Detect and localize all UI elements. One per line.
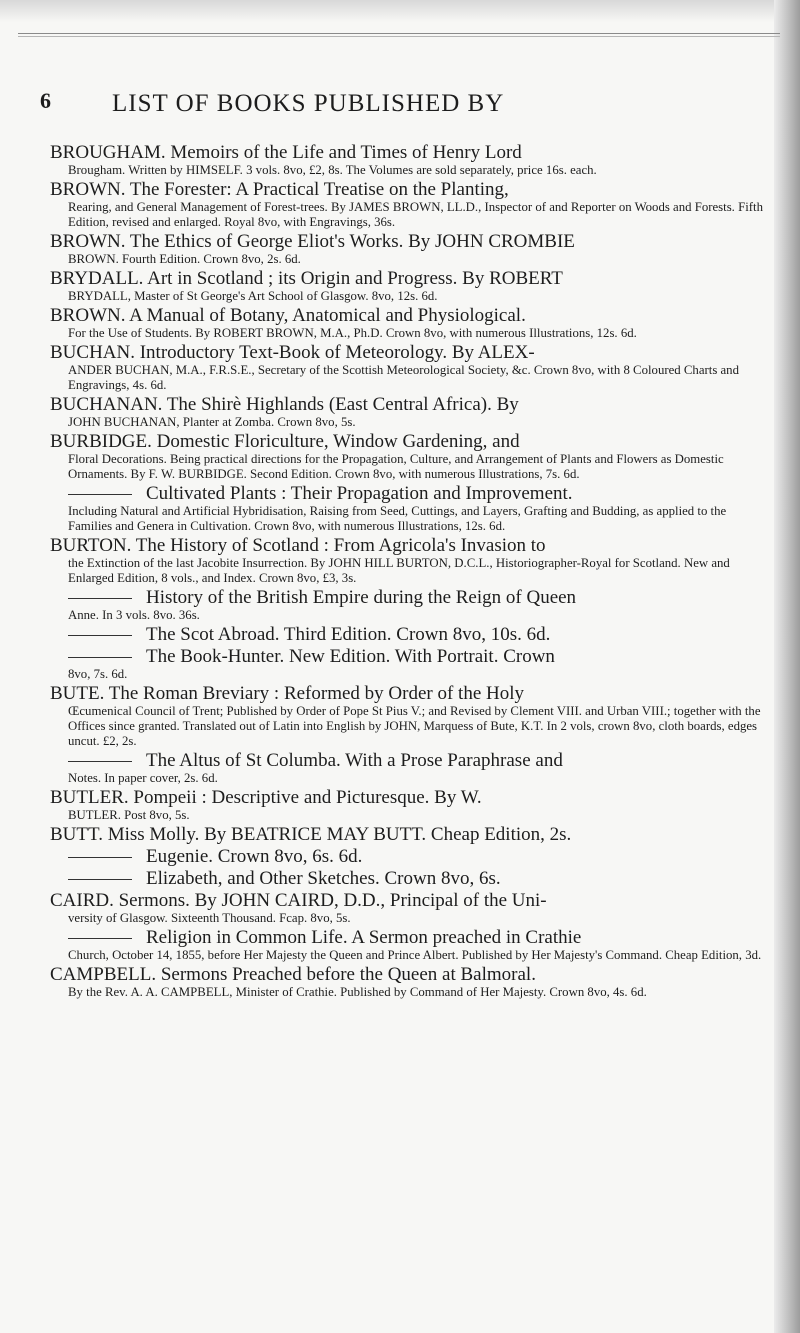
- book-entry-details: Notes. In paper cover, 2s. 6d.: [68, 771, 218, 785]
- book-entry-continuation-title: [50, 927, 770, 948]
- book-entry-details: 8vo, 7s. 6d.: [68, 667, 128, 681]
- book-entry-continuation-title: [50, 624, 770, 645]
- book-entry: [50, 750, 770, 786]
- book-entry-title: [50, 535, 770, 556]
- book-entry-heading-text: Eugenie. Crown 8vo, 6s. 6d.: [146, 846, 363, 867]
- book-entry: [50, 394, 770, 430]
- book-entry-heading-text: The Altus of St Columba. With a Prose Paraphrase and: [146, 750, 563, 771]
- book-entry-title: [50, 824, 770, 845]
- ditto-dash: [68, 879, 132, 880]
- book-entry-details: Including Natural and Artificial Hybridisation, Raising from Seed, Cuttings, and Layers, Grafting and Budding, as applied to the Families and Genera in Cultivation. Crown 8vo, with numerous Illustrations, 12s. 6d.: [68, 504, 727, 533]
- page-number: 6: [40, 88, 51, 113]
- book-entry: [50, 483, 770, 534]
- book-entry-heading-text: BUTE. The Roman Breviary : Reformed by Order of the Holy: [50, 683, 525, 704]
- top-rule: [18, 33, 780, 34]
- book-entry: [50, 846, 770, 867]
- book-list: [50, 142, 770, 1001]
- book-entry: [50, 342, 770, 393]
- book-entry-title: [50, 431, 770, 452]
- top-rule-secondary: [18, 36, 780, 37]
- book-entry-heading-text: CAMPBELL. Sermons Preached before the Queen at Balmoral.: [50, 964, 536, 985]
- book-entry-heading-text: BROWN. The Ethics of George Eliot's Works. By JOHN CROMBIE: [50, 231, 575, 252]
- book-entry: [50, 927, 770, 963]
- book-entry: [50, 268, 770, 304]
- book-entry-details: Brougham. Written by HIMSELF. 3 vols. 8vo, £2, 8s. The Volumes are sold separately, price 16s. each.: [68, 163, 597, 177]
- ditto-dash: [68, 494, 132, 495]
- book-entry-details: Œcumenical Council of Trent; Published by Order of Pope St Pius V.; and Revised by Clement VIII. and Urban VIII.; together with the Offices since granted. Translated out of Latin into English by JOHN, Marquess of Bute, K.T. In 2 vols, crown 8vo, cloth boards, edges uncut. £2, 2s.: [68, 704, 761, 748]
- book-entry: [50, 964, 770, 1000]
- book-entry-heading-text: BRYDALL. Art in Scotland ; its Origin and Progress. By ROBERT: [50, 268, 563, 289]
- book-entry-heading-text: BURBIDGE. Domestic Floriculture, Window Gardening, and: [50, 431, 520, 452]
- book-entry-heading-text: BUTT. Miss Molly. By BEATRICE MAY BUTT. Cheap Edition, 2s.: [50, 824, 572, 845]
- book-entry-title: [50, 231, 770, 252]
- book-entry-continuation-title: [50, 646, 770, 667]
- book-entry-heading-text: BROUGHAM. Memoirs of the Life and Times of Henry Lord: [50, 142, 522, 163]
- book-entry-details: By the Rev. A. A. CAMPBELL, Minister of Crathie. Published by Command of Her Majesty. Crown 8vo, 4s. 6d.: [68, 985, 647, 999]
- book-entry-heading-text: History of the British Empire during the Reign of Queen: [146, 587, 577, 608]
- ditto-dash: [68, 761, 132, 762]
- book-entry-continuation-title: [50, 483, 770, 504]
- book-entry: [50, 587, 770, 623]
- book-entry-details: BUTLER. Post 8vo, 5s.: [68, 808, 190, 822]
- book-entry: [50, 646, 770, 682]
- book-entry-details: Anne. In 3 vols. 8vo. 36s.: [68, 608, 200, 622]
- book-entry-heading-text: BUCHAN. Introductory Text-Book of Meteorology. By ALEX-: [50, 342, 535, 363]
- book-entry-details: BROWN. Fourth Edition. Crown 8vo, 2s. 6d.: [68, 252, 301, 266]
- book-entry-continuation-title: [50, 750, 770, 771]
- book-entry: [50, 231, 770, 267]
- book-entry-heading-text: The Book-Hunter. New Edition. With Portrait. Crown: [146, 646, 555, 667]
- book-entry: [50, 683, 770, 749]
- book-entry-details: Floral Decorations. Being practical directions for the Propagation, Culture, and Arrangement of Plants and Flowers as Domestic Ornaments. By F. W. BURBIDGE. Second Edition. Crown 8vo, with numerous Illustrations, 7s. 6d.: [68, 452, 724, 481]
- book-entry: [50, 305, 770, 341]
- book-entry: [50, 787, 770, 823]
- book-entry-heading-text: BUTLER. Pompeii : Descriptive and Picturesque. By W.: [50, 787, 482, 808]
- book-entry: [50, 824, 770, 845]
- book-entry-heading-text: BROWN. A Manual of Botany, Anatomical and Physiological.: [50, 305, 526, 326]
- book-entry-details: Rearing, and General Management of Forest-trees. By JAMES BROWN, LL.D., Inspector of and Reporter on Woods and Forests. Fifth Edition, revised and enlarged. Royal 8vo, with Engravings, 36s.: [68, 200, 763, 229]
- book-entry-title: [50, 964, 770, 985]
- book-entry-details: the Extinction of the last Jacobite Insurrection. By JOHN HILL BURTON, D.C.L., Historiographer-Royal for Scotland. New and Enlarged Edition, 8 vols., and Index. Crown 8vo, £3, 3s.: [68, 556, 730, 585]
- ditto-dash: [68, 657, 132, 658]
- book-entry-details: versity of Glasgow. Sixteenth Thousand. Fcap. 8vo, 5s.: [68, 911, 351, 925]
- book-entry-title: [50, 394, 770, 415]
- book-entry: [50, 868, 770, 889]
- ditto-dash: [68, 857, 132, 858]
- book-entry-continuation-title: [50, 846, 770, 867]
- book-entry-heading-text: BURTON. The History of Scotland : From Agricola's Invasion to: [50, 535, 546, 556]
- ditto-dash: [68, 598, 132, 599]
- book-entry-heading-text: BROWN. The Forester: A Practical Treatise on the Planting,: [50, 179, 509, 200]
- book-entry: [50, 624, 770, 645]
- book-entry-continuation-title: [50, 868, 770, 889]
- book-entry-heading-text: Cultivated Plants : Their Propagation and Improvement.: [146, 483, 573, 504]
- book-entry-details: ANDER BUCHAN, M.A., F.R.S.E., Secretary of the Scottish Meteorological Society, &c. Crown 8vo, with 8 Coloured Charts and Engravings, 4s. 6d.: [68, 363, 739, 392]
- book-entry-continuation-title: [50, 587, 770, 608]
- book-entry-title: [50, 683, 770, 704]
- book-entry-details: JOHN BUCHANAN, Planter at Zomba. Crown 8vo, 5s.: [68, 415, 356, 429]
- book-entry-heading-text: Religion in Common Life. A Sermon preached in Crathie: [146, 927, 582, 948]
- book-entry-title: [50, 890, 770, 911]
- book-entry: [50, 535, 770, 586]
- book-entry: [50, 431, 770, 482]
- book-entry-details: For the Use of Students. By ROBERT BROWN, M.A., Ph.D. Crown 8vo, with numerous Illustrations, 12s. 6d.: [68, 326, 637, 340]
- book-entry: [50, 890, 770, 926]
- book-entry-heading-text: CAIRD. Sermons. By JOHN CAIRD, D.D., Principal of the Uni-: [50, 890, 547, 911]
- book-entry: [50, 179, 770, 230]
- book-entry-heading-text: Elizabeth, and Other Sketches. Crown 8vo, 6s.: [146, 868, 501, 889]
- book-entry-title: [50, 305, 770, 326]
- book-entry-title: [50, 342, 770, 363]
- book-entry-heading-text: The Scot Abroad. Third Edition. Crown 8vo, 10s. 6d.: [146, 624, 551, 645]
- ditto-dash: [68, 938, 132, 939]
- book-entry-title: [50, 179, 770, 200]
- book-entry-title: [50, 142, 770, 163]
- book-entry-details: Church, October 14, 1855, before Her Majesty the Queen and Prince Albert. Published by Her Majesty's Command. Cheap Edition, 3d.: [68, 948, 762, 962]
- book-entry-title: [50, 268, 770, 289]
- book-entry-heading-text: BUCHANAN. The Shirè Highlands (East Central Africa). By: [50, 394, 519, 415]
- page-top-shadow: [0, 0, 800, 22]
- page-binding-edge: [774, 0, 800, 1333]
- book-entry: [50, 142, 770, 178]
- book-entry-details: BRYDALL, Master of St George's Art School of Glasgow. 8vo, 12s. 6d.: [68, 289, 438, 303]
- book-entry-title: [50, 787, 770, 808]
- ditto-dash: [68, 635, 132, 636]
- running-head: LIST OF BOOKS PUBLISHED BY: [112, 90, 505, 117]
